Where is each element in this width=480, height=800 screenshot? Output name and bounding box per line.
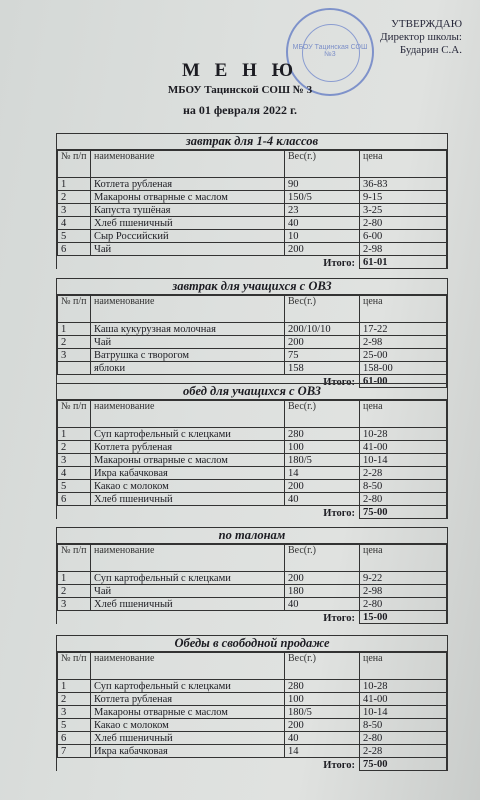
header-price: цена (360, 296, 447, 323)
table-row (58, 493, 447, 506)
table-row (58, 217, 447, 230)
item-weight: 200 (285, 480, 360, 493)
total-value: 75-00 (360, 758, 447, 771)
item-price: 10-28 (360, 680, 447, 693)
menu-title: М Е Н Ю (181, 60, 299, 81)
item-weight: 280 (285, 680, 360, 693)
item-price: 10-14 (360, 706, 447, 719)
header-num: № п/п (58, 151, 91, 178)
item-num: 1 (58, 323, 91, 336)
item-price: 8-50 (360, 480, 447, 493)
item-price: 2-28 (360, 745, 447, 758)
item-name: Чай (91, 243, 285, 256)
item-weight: 158 (285, 362, 360, 375)
item-price: 2-80 (360, 598, 447, 611)
item-weight: 200/10/10 (285, 323, 360, 336)
section-title: обед для учащихся с ОВЗ (57, 383, 447, 400)
item-name: Котлета рубленая (91, 693, 285, 706)
item-weight: 14 (285, 467, 360, 480)
item-price: 3-25 (360, 204, 447, 217)
menu-section (56, 278, 448, 388)
item-name: Капуста тушёная (91, 204, 285, 217)
total-row (58, 256, 447, 269)
school-name: МБОУ Тацинской СОШ № 3 (167, 84, 313, 96)
item-num: 1 (58, 680, 91, 693)
table-row (58, 598, 447, 611)
item-price: 2-98 (360, 336, 447, 349)
item-num: 3 (58, 454, 91, 467)
item-name: Хлеб пшеничный (91, 493, 285, 506)
header-num: № п/п (58, 296, 91, 323)
header-name: наименование (91, 545, 285, 572)
header-name: наименование (91, 151, 285, 178)
item-name: Суп картофельный с клецками (91, 680, 285, 693)
header-row (58, 151, 447, 178)
item-weight: 280 (285, 428, 360, 441)
table-row (58, 323, 447, 336)
item-num: 2 (58, 441, 91, 454)
item-num: 2 (58, 191, 91, 204)
total-value: 15-00 (360, 611, 447, 624)
section-title: Обеды в свободной продаже (57, 635, 447, 652)
item-name: Ватрушка с творогом (91, 349, 285, 362)
item-name: Икра кабачковая (91, 467, 285, 480)
section-title: завтрак для учащихся с ОВЗ (57, 278, 447, 295)
item-price: 41-00 (360, 441, 447, 454)
header-weight: Вес(г.) (285, 401, 360, 428)
item-num: 2 (58, 336, 91, 349)
item-weight: 14 (285, 745, 360, 758)
menu-section (56, 527, 448, 624)
item-price: 17-22 (360, 323, 447, 336)
header-name: наименование (91, 653, 285, 680)
header-price: цена (360, 545, 447, 572)
item-price: 36-83 (360, 178, 447, 191)
total-label: Итого: (323, 257, 355, 269)
item-price: 8-50 (360, 719, 447, 732)
item-num: 5 (58, 230, 91, 243)
header-weight: Вес(г.) (285, 151, 360, 178)
header-price: цена (360, 653, 447, 680)
item-price: 9-22 (360, 572, 447, 585)
total-label: Итого: (323, 612, 355, 624)
school-stamp (286, 8, 374, 96)
item-num: 7 (58, 745, 91, 758)
item-num: 2 (58, 585, 91, 598)
item-num: 5 (58, 480, 91, 493)
item-price: 10-28 (360, 428, 447, 441)
table-row (58, 230, 447, 243)
menu-section (56, 383, 448, 519)
item-name: Чай (91, 336, 285, 349)
item-weight: 40 (285, 732, 360, 745)
item-num: 1 (58, 178, 91, 191)
menu-section (56, 133, 448, 269)
item-weight: 180 (285, 585, 360, 598)
item-name: Макароны отварные с маслом (91, 454, 285, 467)
item-name: Чай (91, 585, 285, 598)
table-row (58, 467, 447, 480)
item-name: Суп картофельный с клецками (91, 572, 285, 585)
item-name: Какао с молоком (91, 480, 285, 493)
menu-table (57, 295, 447, 388)
item-price: 10-14 (360, 454, 447, 467)
item-name: Суп картофельный с клецками (91, 428, 285, 441)
item-price: 2-80 (360, 493, 447, 506)
item-price: 2-80 (360, 217, 447, 230)
item-price: 25-00 (360, 349, 447, 362)
item-num: 3 (58, 706, 91, 719)
item-name: Макароны отварные с маслом (91, 191, 285, 204)
table-row (58, 693, 447, 706)
section-title: по талонам (57, 527, 447, 544)
table-row (58, 732, 447, 745)
menu-section (56, 635, 448, 771)
item-price: 2-80 (360, 732, 447, 745)
item-name: яблоки (91, 362, 285, 375)
table-row (58, 585, 447, 598)
item-price: 2-28 (360, 467, 447, 480)
item-weight: 100 (285, 693, 360, 706)
item-weight: 200 (285, 572, 360, 585)
total-value: 61-00 (360, 375, 447, 388)
item-weight: 75 (285, 349, 360, 362)
menu-date: на 01 февраля 2022 г. (182, 103, 298, 117)
menu-table (57, 150, 447, 269)
item-name: Котлета рубленая (91, 441, 285, 454)
item-name: Хлеб пшеничный (91, 598, 285, 611)
menu-table (57, 400, 447, 519)
item-name: Котлета рубленая (91, 178, 285, 191)
table-row (58, 428, 447, 441)
table-row (58, 441, 447, 454)
item-num: 6 (58, 243, 91, 256)
item-weight: 180/5 (285, 706, 360, 719)
header-row (58, 296, 447, 323)
table-row (58, 719, 447, 732)
item-num: 2 (58, 693, 91, 706)
total-label: Итого: (323, 759, 355, 771)
item-weight: 200 (285, 719, 360, 732)
table-row (58, 204, 447, 217)
header-num: № п/п (58, 545, 91, 572)
item-weight: 150/5 (285, 191, 360, 204)
table-row (58, 572, 447, 585)
header-num: № п/п (58, 653, 91, 680)
table-row (58, 706, 447, 719)
item-price: 6-00 (360, 230, 447, 243)
item-num: 3 (58, 349, 91, 362)
approval-block (380, 18, 462, 57)
item-name: Макароны отварные с маслом (91, 706, 285, 719)
total-label: Итого: (323, 376, 355, 388)
table-row (58, 336, 447, 349)
item-weight: 40 (285, 493, 360, 506)
table-row (58, 480, 447, 493)
header-price: цена (360, 151, 447, 178)
table-row (58, 745, 447, 758)
item-weight: 40 (285, 598, 360, 611)
item-num: 6 (58, 732, 91, 745)
header-weight: Вес(г.) (285, 545, 360, 572)
table-row (58, 178, 447, 191)
table-row (58, 191, 447, 204)
header-price: цена (360, 401, 447, 428)
item-weight: 10 (285, 230, 360, 243)
header-row (58, 653, 447, 680)
item-name: Какао с молоком (91, 719, 285, 732)
header-row (58, 401, 447, 428)
item-price: 2-98 (360, 585, 447, 598)
total-value: 61-01 (360, 256, 447, 269)
header-row (58, 545, 447, 572)
item-num: 3 (58, 598, 91, 611)
item-num (58, 362, 91, 375)
total-row (58, 506, 447, 519)
table-row (58, 362, 447, 375)
approval-line-1: УТВЕРЖДАЮ (391, 18, 462, 30)
table-row (58, 454, 447, 467)
item-name: Сыр Российский (91, 230, 285, 243)
approval-line-3: Бударин С.А. (399, 44, 462, 56)
item-num: 4 (58, 467, 91, 480)
total-value: 75-00 (360, 506, 447, 519)
item-num: 1 (58, 428, 91, 441)
stamp-text: МБОУ Тацинская СОШ №3 (292, 44, 368, 58)
menu-table (57, 544, 447, 624)
item-num: 5 (58, 719, 91, 732)
table-row (58, 680, 447, 693)
section-title: завтрак для 1-4 классов (57, 133, 447, 150)
item-weight: 200 (285, 336, 360, 349)
item-price: 2-98 (360, 243, 447, 256)
total-label: Итого: (323, 507, 355, 519)
item-name: Икра кабачковая (91, 745, 285, 758)
item-weight: 100 (285, 441, 360, 454)
item-name: Хлеб пшеничный (91, 217, 285, 230)
header-num: № п/п (58, 401, 91, 428)
item-weight: 23 (285, 204, 360, 217)
item-weight: 180/5 (285, 454, 360, 467)
header-name: наименование (91, 296, 285, 323)
header-weight: Вес(г.) (285, 653, 360, 680)
item-weight: 200 (285, 243, 360, 256)
header-weight: Вес(г.) (285, 296, 360, 323)
table-row (58, 243, 447, 256)
item-weight: 40 (285, 217, 360, 230)
item-num: 3 (58, 204, 91, 217)
item-num: 6 (58, 493, 91, 506)
approval-line-2: Директор школы: (380, 31, 462, 43)
total-row (58, 758, 447, 771)
item-price: 158-00 (360, 362, 447, 375)
item-num: 4 (58, 217, 91, 230)
item-price: 41-00 (360, 693, 447, 706)
table-row (58, 349, 447, 362)
total-row (58, 611, 447, 624)
item-name: Каша кукурузная молочная (91, 323, 285, 336)
menu-table (57, 652, 447, 771)
item-weight: 90 (285, 178, 360, 191)
item-num: 1 (58, 572, 91, 585)
item-name: Хлеб пшеничный (91, 732, 285, 745)
item-price: 9-15 (360, 191, 447, 204)
header-name: наименование (91, 401, 285, 428)
